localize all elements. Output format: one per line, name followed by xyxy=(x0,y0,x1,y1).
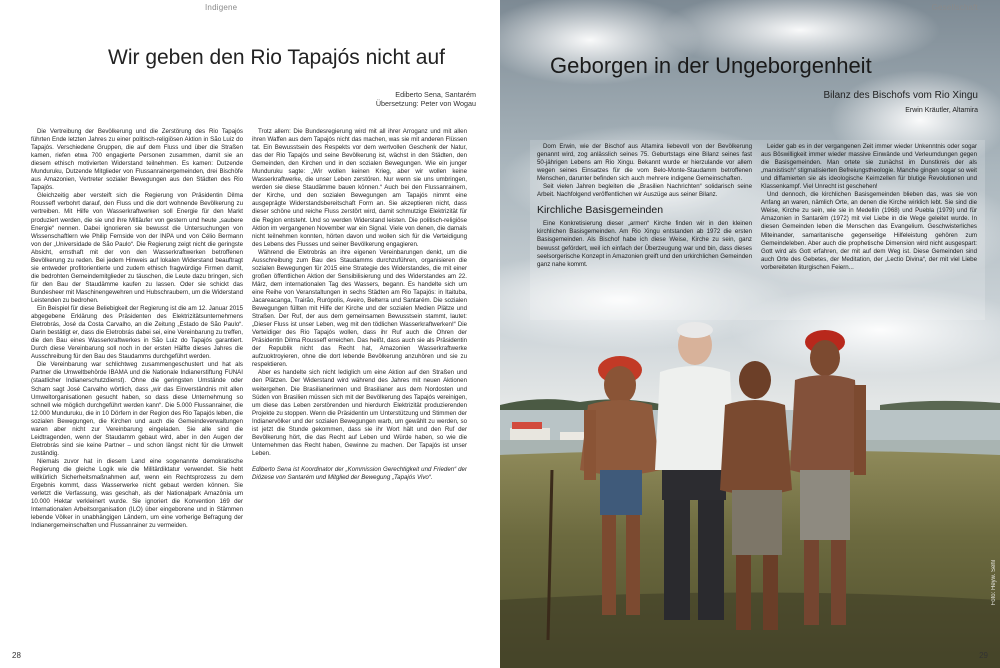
right-page xyxy=(500,0,1000,668)
article-subtitle: Bilanz des Bischofs vom Rio Xingu xyxy=(823,90,978,101)
section-label: Indigene xyxy=(205,3,238,12)
byline xyxy=(376,90,476,108)
article-title: Geborgen in der Ungeborgenheit xyxy=(550,53,872,78)
section-label: Gesellschaft xyxy=(931,3,978,12)
paragraph: Die Vereinbarung war schlichtweg zusammengeschustert und hat als Partner die Umweltbehörde IBAMA und die Nationale Indianerstiftung FUNAI (staatlicher Indianerschutzdienst). Ohne die geringsten Umstände oder Scham sagt José Carvalho wörtlich, dass „wir das Einverständnis mit allen Umweltorganisationen gesucht haben, so dass diese Unternehmung so schnell wie möglich durchgeführt werden kann“. Die 5.000 Flussanrainer, die 12.000 Munduruku, die in 10 Dörfern in der Region des Rio Tapajós leben, die sozialen Bewegungen, die Kirchen und auch die Gemeindeverwaltungen waren aber nicht zur Vereinbarung eingeladen. Sie alle sind die Leidtragenden, wenn der Staudamm gebaut wird, aber in den Augen der Eletrobrás sind sie keine Partner – und schon längst nicht für die Umwelt zuständig. xyxy=(31,361,243,457)
paragraph: Ein Beispiel für diese Beliebigkeit der Regierung ist die am 12. Januar 2015 abgegebene Erklärung des Präsidenten des Elektrizitätsunternehmens Eletrobrás, José da Costa Carvalho, an die Zeitung „Estado de São Paulo“. Darin bestätigt er, dass die Eletrobrás dabei sei, eine Vereinbarung zu treffen, die den Bau eines Wasserkraftwerkes in São Luiz do Tapajós garantiert. Durch diese Vereinbarung soll noch in der ersten Hälfte dieses Jahres die Ausschreibung für den Bau des Staudamms durchgeführt werden. xyxy=(31,305,243,361)
paragraph: Leider gab es in der vergangenen Zeit immer wieder Unkenntnis oder sogar aus Böswilligkeit immer wieder massive Einwände und Verleumdungen gegen die Basisgemeinden. Man ortete sie zunächst im Dunstkreis der als „marxistisch“ stigmatisierten Befreiungstheologie. Manche gingen sogar so weit und diffamierten sie als ideologische Keimzellen für blutige Revolutionen und Klassenkampf. Viel Unrecht ist geschehen! xyxy=(761,143,977,191)
paragraph: Dom Erwin, wie der Bischof aus Altamira liebevoll von der Bevölkerung genannt wird, zog anlässlich seines 75. Geburtstags eine Bilanz seines fast 50-jährigen Lebens am Rio Xingu. Bekannt wurde er hierzulande vor allem wegen seines Einsatzes für die vom Belo-Monte-Staudamm betroffenen Menschen, darunter befinden sich auch mehrere indigene Gemeinschaften. xyxy=(537,143,752,183)
paragraph: Die Vertreibung der Bevölkerung und die Zerstörung des Rio Tapajós führten Ende letzten Jahres zu einer politisch-religiösen Aktion in São Luiz do Tapajós. Verschiedene Gruppen, die auf dem Fluss und über die Straßen kamen, riefen etwa 700 engagierte Personen zusammen, damit sie an diesem ethisch motivierten Widerstand teilnehmen. Es kamen: Dutzende Munduruku, Dutzende Mitglieder von Flussanrainergemeinden, drei Bischöfe aus Amazonien, Vertreter sozialer Bewegungen aus den Städten des Rio Tapajós. xyxy=(31,128,243,192)
paragraph: Aber es handelte sich nicht lediglich um eine Aktion auf den Straßen und den Plätzen. Der Widerstand wird während des Jahres mit neuen Aktionen weitergehen. Die Brasilianerinnen und Brasilianer aus dem Nordosten und Süden von Brasilien müssen sich mit der Bevölkerung des Tapajós vereinigen, um diese das Leben zerstörenden und hierdurch Elektrizität produzierenden Projekte zu stoppen. Wenn die Präsidentin um Unterstützung und Stimmen der Indianervölker und der sozialen Bewegungen warb, um gewählt zu werden, so ist jetzt die Stunde gekommen, dass sie ihr Wort hält und den Ruf der Bevölkerung hört, die das Recht auf Leben und Würde haben, so wie die Unternehmen das Recht haben, Gewinne zu machen. Der Tapajós ist unser Leben. xyxy=(252,369,467,457)
section-heading: Kirchliche Basisgemeinden xyxy=(537,204,664,217)
text-column-2 xyxy=(761,143,977,308)
paragraph: Gleichzeitig aber versteift sich die Regierung von Präsidentin Dilma Rousseff verbohrt darauf, den Fluss und die dort wohnende Bevölkerung zu vertreiben. Mit Hilfe von Wasserkraftwerken soll Energie für den Markt produziert werden, die sie und ihre Mitläufer von gestern und heute „saubere Energie“ nennen. Dabei ignorieren sie bewusst die Untersuchungen von Wissenschaftlern wie Philip Fernside von der INPA und von Célio Bermann von der „Universidade de São Paulo“. Die Regierung zeigt nicht die geringste Absicht, ernsthaft mit der von den Wasserkraftwerken betroffenen Bevölkerung zu reden. Bei jedem Hinweis auf lokalen Widerstand beauftragt sie entweder profitorientierte und zudem ethisch fragwürdige Firmen damit, die bedrohten Gemeindemitglieder zu täuschen, die Leute dazu bringen, sich für den Bau der Staudämme kaufen zu lassen. Oder sie schickt das Bundesheer mit Maschinengewehren und Hubschraubern, um die Widerstand Leistenden zu bedrohen. xyxy=(31,192,243,304)
page-number: 29 xyxy=(979,651,988,660)
paragraph: Niemals zuvor hat in diesem Land eine sogenannte demokratische Regierung die gleiche Logik wie die Militärdiktatur verwendet. Sie hebt willkürlich Sicherheitsmaßnahmen auf, wenn ein Rechtsprozess zu dem Ergebnis kommt, dass Wasserwerke nicht gebaut werden können. Sie verletzt die Verfassung, was geschah, als der Nationalpark Amazônia um 10.000 Hektar verkleinert wurde. Sie ignoriert die Konvention 169 der Internationalen Arbeitsorganisation (ILO) über eingeborene und in Stämmen lebende Völker in unabhängigen Ländern, um eine vorherige Befragung der Indianergemeinschaften und Flussanrainer zu vermeiden. xyxy=(31,457,243,530)
text-column-1 xyxy=(31,128,243,648)
page-number: 28 xyxy=(12,651,21,660)
paragraph: Und dennoch, die kirchlichen Basisgemeinden blieben das, was sie von Anfang an waren, nämlich Orte, an denen die Kirche wirklich lebt. Sie sind die Weise, Kirche zu sein, wie sie in Medellín (1968) und Puebla (1979) und für Amazonien in Santarém (1972) mit viel Liebe in die Wege geleitet wurde. In diesen Gemeinden leben die Menschen das Evangelium. Geschwisterliches Miteinander, samaritanische gegenseitige Hilfeleistung gehören zum Gemeindeleben. Aber auch die prophetische Dimension wird nicht ausgespart: Gott wird als Gott erfahren, der mit auf dem Weg ist. Diese Gemeinden sind auch Orte des Gebetes, der Meditation, der „Lectio Divina“, der mit viel Liebe vorbereiteten liturgischen Feiern... xyxy=(761,191,977,271)
text-column-1 xyxy=(537,143,752,318)
translator: Übersetzung: Peter von Wogau xyxy=(375,99,476,108)
paragraph: Trotz allem: Die Bundesregierung wird mit all ihrer Arroganz und mit allen ihren Waffen aus dem Tapajós nicht das machen, was sie mit anderen Flüssen tat. Ein Bewusstsein des Respekts vor dem wertvollen Geschenk der Natur, das der Rio Tapajós und seine Bevölkerung ist, wächst in den Städten, den Gemeinden, den Kirchen und in den sozialen Bewegungen. Wie ein junger Munduruku sagte: „Wir wollen keinen Krieg, aber wir wollen keine Wasserkraftwerke, die unser Leben zerstören. Nur wenn sie uns umbringen, werden sie diese Staudämme bauen können.“ Auch bei den Flussanrainern, der Kirche, und den sozialen Bewegungen am Tapajós nimmt eine ausgeprägte Widerstandsbereitschaft Form an. Sie akzeptieren nicht, dass dieser schöne und reiche Fluss zerstört wird, damit schmutzige Elektrizität für die Region entsteht. Und so werden Widerstand leisten. Die politisch-religiöse Aktion im vergangenen November war ein Signal. Viele von denen, die damals nicht teilnehmen konnten, hörten davon und wollen sich für die Verteidigung des Lebens des Flusses und seiner Bevölkerung engagieren. xyxy=(252,128,467,248)
paragraph: Während die Eletrobrás an ihre eigenen Vereinbarungen denkt, um die Ausschreibung zum Bau des Staudamms durchzuführen, organisieren die sozialen Bewegungen für 2015 eine Strategie des Widerstandes, die mit einer großen öffentlichen Aktion der Sensibilisierung und des Widerstandes am 22. März, dem internationalen Tag des Wassers, begann. Es handelte sich um eine Reihe von Veranstaltungen in sechs Städten am Rio Tapajós: in Itaituba, Jacareacanga, Trairão, Rurópolis, Aveiro, Belterra und Santarém. Die sozialen Bewegungen füllten mit Hilfe der Kirche und der sozialen Medien Plätze und Straßen. Der Ruf, der aus dem gemeinsamen Bewusstsein stammt, lautet: „Dieser Fluss ist unser Leben, weg mit den tödlichen Wasserkraftwerken!“ Die Verteidiger des Rio Tapajós wollen, dass ihr Ruf auch die Ohren der Präsidentin Dilma Rousseff erreichen. Das heißt, dass auch sie als Präsidentin der Republik nicht das Recht hat, Amazonien Wasserkraftwerke aufzuoktroyieren, ohne die dort lebende Bevölkerung anzuhören und sie zu respektieren. xyxy=(252,248,467,369)
photo-credit: Foto: Heyw. Sehl xyxy=(991,560,997,606)
author: Erwin Kräutler, Altamira xyxy=(905,107,978,114)
paragraph: Seit vielen Jahren begleiten die „Brasilien Nachrichten“ solidarisch seine Arbeit. Nachfolgend veröffentlichen wir Auszüge aus seiner Bilanz. xyxy=(537,183,752,199)
author-credit: Ediberto Sena ist Koordinator der „Kommission Gerechtigkeit und Frieden“ der Diözese von Santarém und Mitglied der Bewegung „Tapajós Vivo“. xyxy=(252,465,467,481)
article-title: Wir geben den Rio Tapajós nicht auf xyxy=(108,46,445,69)
paragraph: Eine Konkretisierung dieser „armen“ Kirche finden wir in den kleinen kirchlichen Basisgemeinden. Am Rio Xingu entstanden ab 1972 die ersten Basisgemeinden. Als Bischof habe ich diese Weise, Kirche zu sein, ganz bewusst gefördert, weil ich einfach der Überzeugung war und bin, dass dieses seelsorgerische Konzept in Amazonien greift und den urkirchlichen Gemeinden ganz nahe kommt. xyxy=(537,220,752,268)
text-column-2 xyxy=(252,128,467,648)
author: Ediberto Sena, Santarém xyxy=(395,90,476,99)
